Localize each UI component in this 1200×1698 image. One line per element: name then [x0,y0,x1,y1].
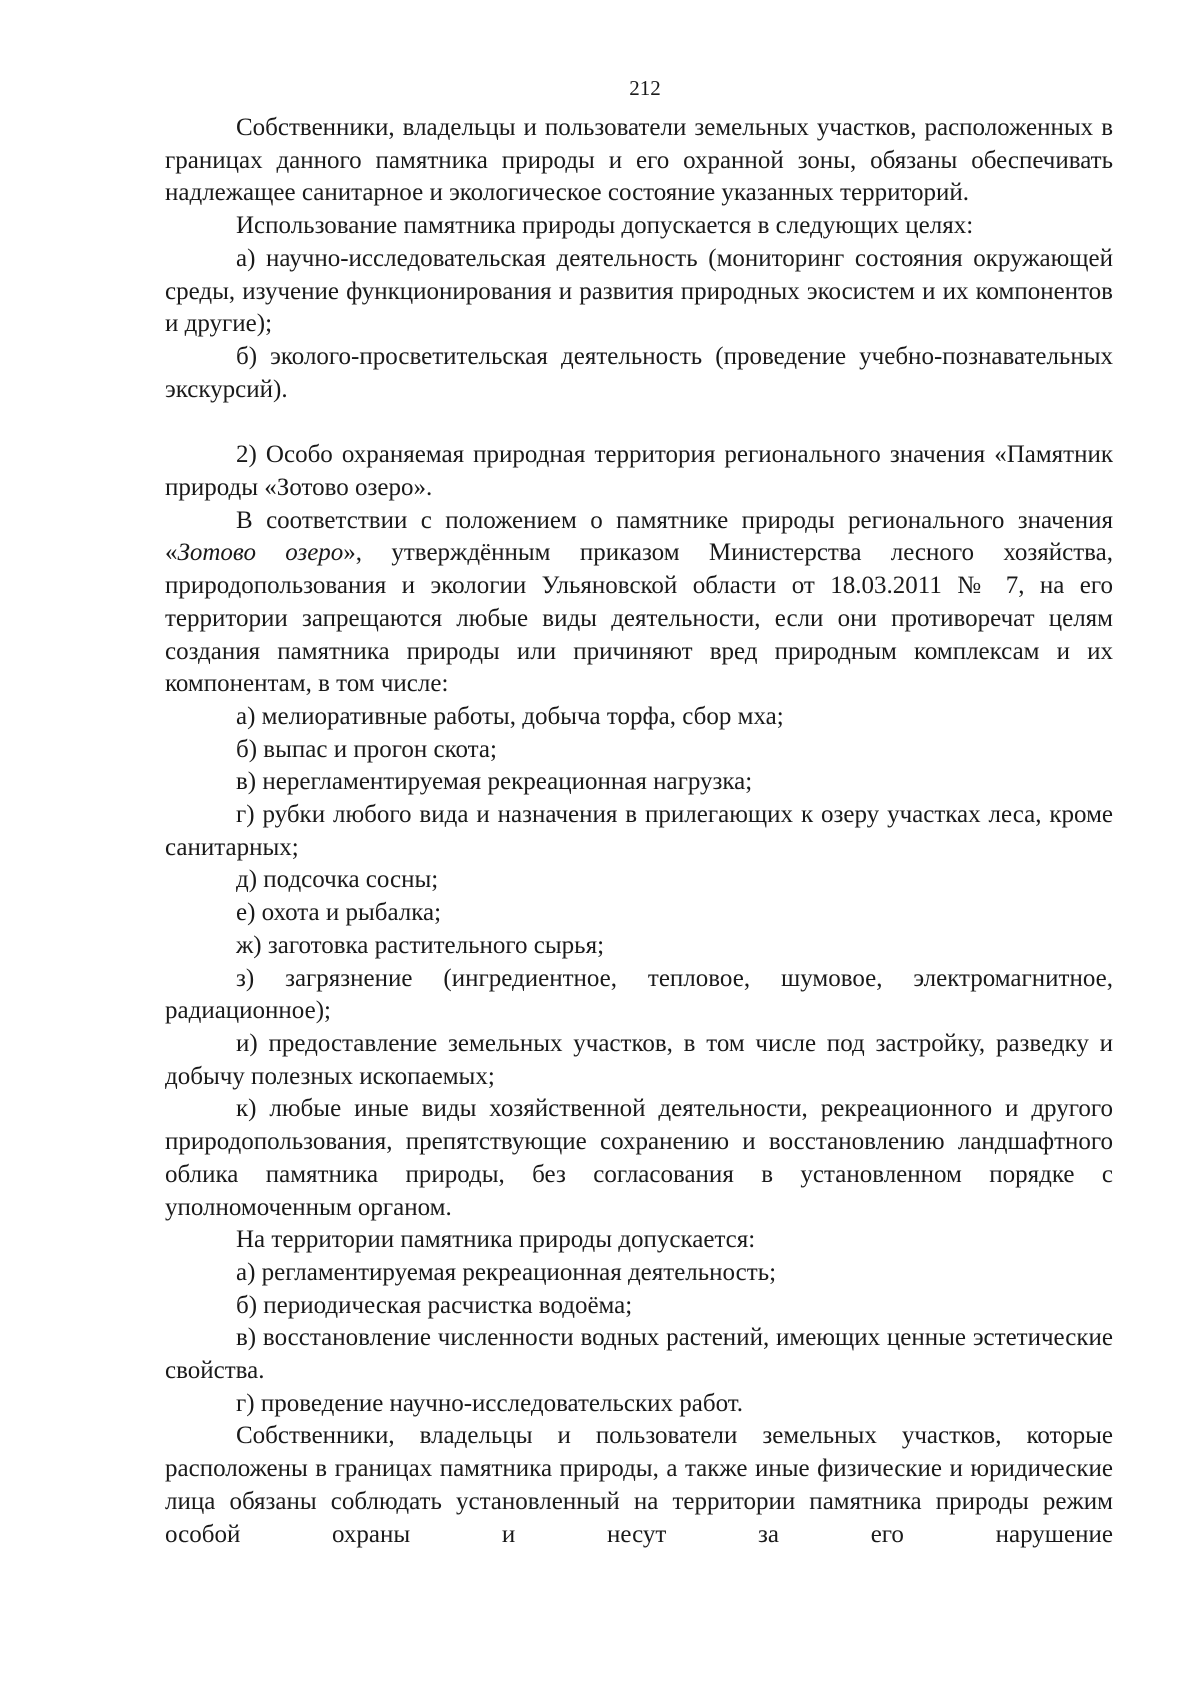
paragraph-owners-duty: Собственники, владельцы и пользователи земельных участков, расположенных в границах данного памятника природы и его охранной зоны, обязаны обеспечивать надлежащее санитарное и экологическое состояние указанных территорий. [165,114,1113,207]
prohibited-item: к) любые иные виды хозяйственной деятельности, рекреационного и другого природопользования, препятствующие сохранению и восстановлению ландшафтного облика памятника природы, без согласования в установленном порядке с уполномоченным органом. [165,1095,1113,1221]
prohibited-item: з) загрязнение (ингредиентное, тепловое, шумовое, электромагнитное, радиационное); [165,964,1113,1025]
allowed-item: а) регламентируемая рекреационная деятельность; [236,1258,777,1286]
prohibited-item: а) мелиоративные работы, добыча торфа, сбор мха; [236,702,784,730]
page-number: 212 [629,76,661,100]
intro-text-part1: В соответствии с положением о памятнике природы регионального значения « [165,506,1113,567]
prohibited-item: г) рубки любого вида и назначения в прилегающих к озеру участках леса, кроме санитарных; [165,801,1113,861]
paragraph-use-intro: Использование памятника природы допускается в следующих целях: [236,212,974,240]
use-item-a: а) научно-исследовательская деятельность (мониторинг состояния окружающей среды, изучение функционирования и развития природных экосистем и их компонентов и другие); [165,244,1113,338]
use-item-b: б) эколого-просветительская деятельность (проведение учебно-познавательных экскурсий). [165,342,1113,403]
prohibited-item: в) нерегламентируемая рекреационная нагрузка; [236,768,753,796]
prohibited-item: ж) заготовка растительного сырья; [236,931,605,959]
intro-text-part2: », утверждённым приказом Министерства лесного хозяйства, природопользования и экологии Ульяновской области от 18.03.2011 № 7, на его территории запрещаются любые виды деятельности, если они противоречат целям создания памятника природы или причиняют вред природным комплексам и их компонентам, в том числе: [165,539,1113,698]
prohibited-item: е) охота и рыбалка; [236,899,442,927]
section-heading: 2) Особо охраняемая природная территория регионального значения «Памятник природы «Зотово озеро». [165,441,1113,502]
paragraph-regulation-intro [165,505,1113,701]
document-page [165,74,1113,1551]
allowed-item: г) проведение научно-исследовательских работ. [236,1389,744,1417]
prohibited-item: и) предоставление земельных участков, в том числе под застройку, разведку и добычу полезных ископаемых; [165,1029,1113,1090]
paragraph-final-obligations: Собственники, владельцы и пользователи земельных участков, которые расположены в границах памятника природы, а также иные физические и юридические лица обязаны соблюдать установленный на территории памятника природы режим особой охраны и несут за его нарушение [165,1422,1113,1548]
intro-text-italic: Зотово озеро [177,539,344,567]
allowed-item: б) периодическая расчистка водоёма; [236,1291,633,1319]
paragraph-allowed-intro: На территории памятника природы допускается: [236,1226,756,1254]
allowed-item: в) восстановление численности водных растений, имеющих ценные эстетические свойства. [165,1324,1113,1385]
section-spacer [165,406,1113,439]
prohibited-item: д) подсочка сосны; [236,866,439,894]
prohibited-item: б) выпас и прогон скота; [236,735,497,763]
